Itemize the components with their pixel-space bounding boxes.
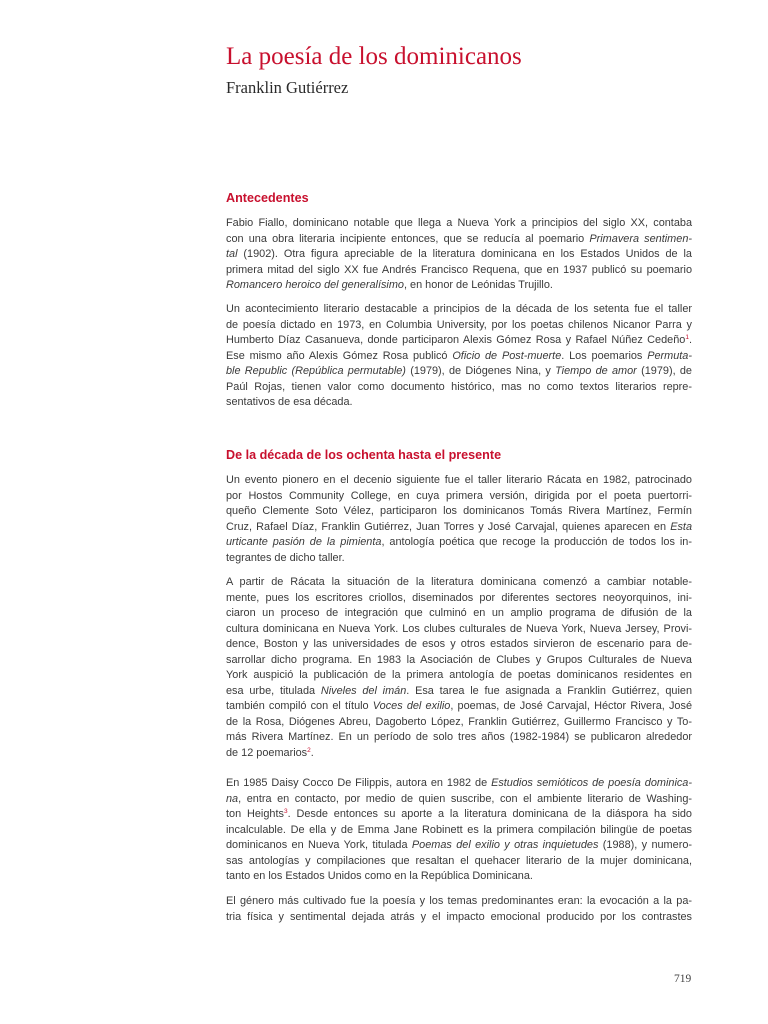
text-line: con una obra literaria incipiente entonces, que se reducía al poemario Primavera sentimen- (226, 232, 692, 245)
text-line: queño Clemente Soto Vélez, participaron los dominicanos Tomás Rivera Martínez, Fermín (226, 505, 692, 518)
text-line: de poesía dictado en 1973, en Columbia University, por los poetas chilenos Nicanor Parra y (226, 318, 692, 331)
text-line: ble Republic (República permutable) (1979), de Diógenes Nina, y Tiempo de amor (1979), de (226, 365, 692, 378)
text-line: mente, pues los escritores criollos, diseminados por diferentes sectores neoyorquinos, ini- (226, 591, 692, 604)
footnote-marker[interactable]: 3 (283, 808, 288, 816)
text-line: tanto en los Estados Unidos como en la República Dominicana. (226, 870, 533, 883)
paragraph (226, 894, 692, 925)
text-line: Un evento pionero en el decenio siguiente fue el taller literario Rácata en 1982, patrocinado (226, 474, 692, 486)
section-heading-decada: De la década de los ochenta hasta el presente (226, 448, 502, 462)
text-line: Ese mismo año Alexis Gómez Rosa publicó Oficio de Post-muerte. Los poemarios Permuta- (226, 349, 692, 362)
page-title: La poesía de los dominicanos (226, 43, 522, 70)
paragraph (226, 776, 692, 885)
footnote-marker[interactable]: 1 (685, 334, 689, 342)
text-line: sas antologías y compilaciones que resaltan el quehacer literario de la mujer dominicana, (226, 854, 692, 867)
text-line: Cruz, Rafael Díaz, Franklin Gutiérrez, Juan Torres y José Carvajal, quienes aparecen en Esta (226, 520, 692, 533)
paragraph (226, 473, 692, 566)
text-line: Un acontecimiento literario destacable a principios de la década de los setenta fue el taller (226, 303, 692, 315)
paragraph (226, 302, 692, 411)
page-number: 719 (674, 973, 692, 985)
text-line: Paúl Rojas, tienen valor como documento histórico, mas no como textos literarios repre- (226, 380, 692, 393)
text-line: tegrantes de dicho taller. (226, 551, 345, 564)
text-line: esa urbe, titulada Niveles del imán. Esa tarea le fue asignada a Franklin Gutiérrez, quien (226, 684, 693, 697)
text-line: urticante pasión de la pimienta, antología poética que recoge la producción de todos los in- (226, 536, 692, 549)
text-line: de la Rosa, Diógenes Abreu, Dagoberto López, Franklin Gutiérrez, Guillermo Francisco y To- (226, 715, 692, 728)
text-line: A partir de Rácata la situación de la literatura dominicana comenzó a cambiar notable- (226, 576, 692, 588)
text-line: tria física y sentimental dejada atrás y el impacto emocional producido por los contrastes (226, 910, 692, 923)
text-line: dominicanos en Nueva York, titulada Poemas del exilio y otras inquietudes (1988), y numero- (226, 839, 693, 852)
paragraph (226, 575, 692, 762)
footnote-marker[interactable]: 2 (307, 747, 311, 755)
text-line: Fabio Fiallo, dominicano notable que llega a Nueva York a principios del siglo XX, contaba (226, 217, 692, 229)
text-line: Romancero heroico del generalísimo, en honor de Leónidas Trujillo. (226, 279, 553, 292)
text-line: sentativos de esa década. (226, 396, 353, 409)
text-line: sarrollar dicho programa. En 1983 la Asociación de Clubes y Grupos Culturales de Nueva (226, 653, 692, 666)
author-name: Franklin Gutiérrez (226, 78, 349, 97)
text-line: na, entra en contacto, por medio de quien suscribe, con el ambiente literario de Washing- (226, 792, 692, 805)
text-line: dence, Boston y las universidades de esos y otros estados sirvieron de escenario para de- (226, 638, 692, 651)
text-line: El género más cultivado fue la poesía y los temas predominantes eran: la evocación a la pa- (226, 895, 692, 907)
text-line: ciaron un proceso de integración que culminó en un amplio programa de difusión de la (226, 607, 692, 620)
section-heading-antecedentes: Antecedentes (226, 191, 309, 205)
text-line: de 12 poemarios$^2$. (226, 747, 314, 760)
text-line: Humberto Díaz Casanueva, donde participaron Alexis Gómez Rosa y Rafael Núñez Cedeño$^1$. (226, 334, 692, 347)
text-line: En 1985 Daisy Cocco De Filippis, autora en 1982 de Estudios semióticos de poesía dominica- (226, 777, 692, 789)
text-line: cultura dominicana en Nueva York. Los clubes culturales de Nueva York, Nueva Jersey, Provi- (226, 622, 692, 635)
paragraph (226, 216, 692, 294)
text-line: York auspició la publicación de la primera antología de poetas dominicanos residentes en (226, 669, 692, 682)
text-line: también compiló con el título Voces del exilio, poemas, de José Carvajal, Héctor Rivera, José (226, 700, 692, 713)
text-line: ton Heights$^3$. Desde entonces su aporte a la literatura dominicana de la diáspora ha sido (226, 808, 692, 821)
text-line: incalculable. De ella y de Emma Jane Robinett es la primera compilación bilingüe de poetas (226, 823, 692, 836)
text-line: tal (1902). Otra figura apreciable de la literatura dominicana en los Estados Unidos de la (226, 248, 692, 261)
text-line: más Rivera Martínez. En un período de solo tres años (1982-1984) se publicaron alrededor (226, 731, 692, 744)
text-line: por Hostos Community College, en cuya primera versión, dirigida por el poeta puertorri- (226, 489, 692, 502)
text-line: primera mitad del siglo XX fue Andrés Francisco Requena, que en 1937 publicó su poemario (226, 263, 692, 276)
